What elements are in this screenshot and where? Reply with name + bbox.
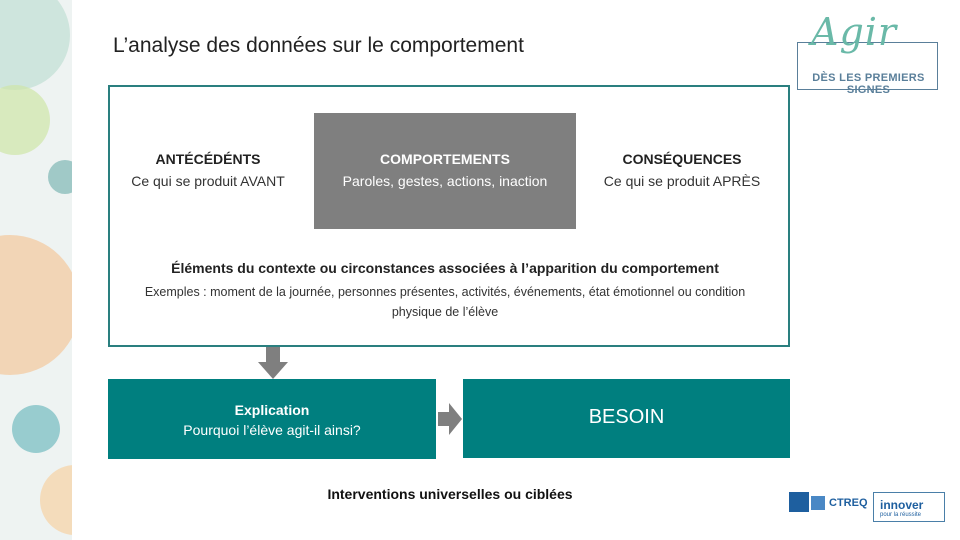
innover-logo: [873, 492, 945, 522]
explication-box: [108, 379, 436, 459]
decor-circle: [0, 85, 50, 155]
comportements-block: [314, 113, 576, 229]
decor-circle: [0, 0, 70, 90]
arrow-down-icon: [258, 347, 288, 379]
consequences-heading: CONSÉQUENCES: [622, 151, 742, 167]
ctreq-mark-secondary: [811, 496, 825, 510]
consequences-sub: Ce qui se produit APRÈS: [603, 173, 761, 189]
decor-circle: [40, 465, 72, 535]
besoin-heading: BESOIN: [588, 406, 665, 428]
interventions-label: Interventions universelles ou ciblées: [327, 486, 573, 502]
ctreq-logo: [789, 492, 867, 514]
logo-word: Agir: [811, 10, 898, 54]
decor-circle: [0, 235, 72, 375]
arrow-right-icon: [438, 403, 462, 435]
context-block: [120, 260, 770, 322]
consequences-block: [590, 151, 774, 189]
context-heading: Éléments du contexte ou circonstances associées à l’apparition du comportement: [171, 260, 719, 276]
innover-subtext: pour la réussite: [880, 512, 922, 518]
ctreq-text: CTREQ: [829, 497, 868, 509]
explication-heading: Explication: [234, 402, 310, 418]
agir-logo: [797, 10, 940, 96]
context-examples: Exemples : moment de la journée, personnes présentes, activités, événements, état émotionnel ou condition physique de l’élève: [144, 285, 746, 319]
innover-text: innover: [880, 498, 924, 512]
explication-sub: Pourquoi l’élève agit-il ainsi?: [183, 422, 361, 438]
comportements-sub: Paroles, gestes, actions, inaction: [342, 173, 548, 189]
comportements-heading: COMPORTEMENTS: [380, 151, 510, 167]
antecedents-sub: Ce qui se produit AVANT: [131, 173, 285, 189]
decor-circle: [12, 405, 60, 453]
antecedents-heading: ANTÉCÉDÉNTS: [155, 151, 261, 167]
besoin-box: [463, 379, 790, 458]
antecedents-block: [113, 151, 303, 189]
ctreq-mark: [789, 492, 809, 512]
page-title: L’analyse des données sur le comportement: [113, 34, 524, 57]
logo-tagline: DÈS LES PREMIERS SIGNES: [812, 72, 925, 96]
decorative-sidebar: [0, 0, 72, 540]
decor-circle: [48, 160, 72, 194]
